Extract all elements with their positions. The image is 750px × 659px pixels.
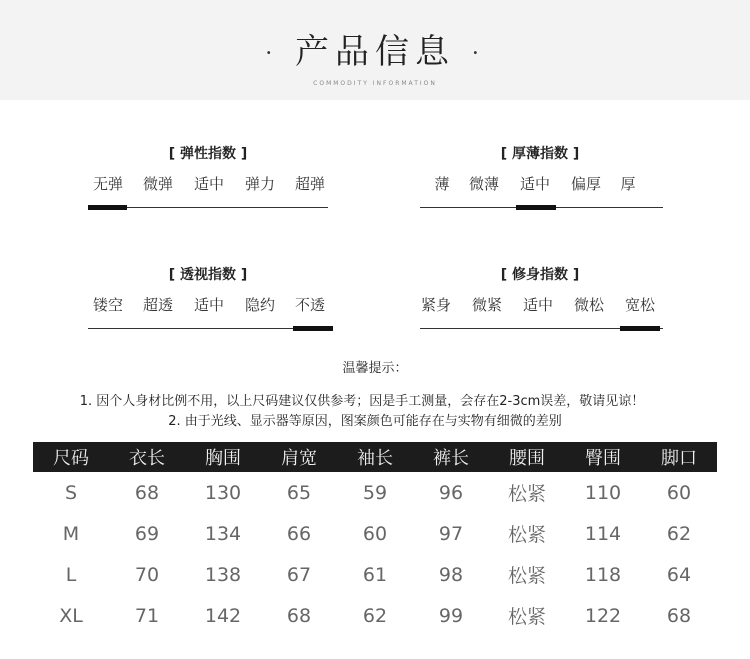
table-cell: 138 xyxy=(204,563,242,586)
index-option: 无弹 xyxy=(92,175,123,193)
table-cell: 110 xyxy=(584,481,622,504)
table-cell: 66 xyxy=(286,522,312,545)
index-option: 超透 xyxy=(142,296,173,314)
page-title xyxy=(0,24,750,73)
index-title: [ 修身指数 ] xyxy=(500,267,580,283)
index-option: 适中 xyxy=(522,296,553,314)
table-cell: 118 xyxy=(584,563,622,586)
index-option: 适中 xyxy=(193,175,224,193)
index-option: 适中 xyxy=(193,296,224,314)
table-row xyxy=(33,554,717,595)
table-cell: 142 xyxy=(204,604,242,627)
column-header: 肩宽 xyxy=(261,442,337,472)
column-header: 臀围 xyxy=(565,442,641,472)
index-options xyxy=(420,294,660,316)
title-dot-left: · xyxy=(265,41,279,67)
index-option: 厚 xyxy=(620,175,636,193)
index-thickness xyxy=(420,143,660,193)
index-option: 适中 xyxy=(519,175,550,193)
index-option: 紧身 xyxy=(420,296,451,314)
index-option: 隐约 xyxy=(244,296,275,314)
index-option: 微松 xyxy=(573,296,604,314)
index-option: 微薄 xyxy=(468,175,499,193)
title-dot-right: · xyxy=(471,41,485,67)
index-option: 偏厚 xyxy=(570,175,601,193)
header-banner xyxy=(0,0,750,100)
table-cell: 130 xyxy=(204,481,242,504)
table-cell: 59 xyxy=(362,481,388,504)
index-selected-marker xyxy=(620,326,660,331)
column-header: 袖长 xyxy=(337,442,413,472)
table-cell: 69 xyxy=(134,522,160,545)
table-cell: 62 xyxy=(362,604,388,627)
table-cell: 99 xyxy=(438,604,464,627)
index-option: 微弹 xyxy=(142,175,173,193)
size-table xyxy=(33,442,717,636)
table-cell: 60 xyxy=(362,522,388,545)
index-title: [ 弹性指数 ] xyxy=(168,146,248,162)
title-text: 产品信息 xyxy=(295,32,455,72)
table-cell: 97 xyxy=(438,522,464,545)
index-option: 宽松 xyxy=(624,296,655,314)
table-cell: S xyxy=(64,481,78,504)
index-option: 超弹 xyxy=(294,175,325,193)
index-option: 微紧 xyxy=(471,296,502,314)
page-subtitle: COMMODITY INFORMATION xyxy=(313,80,437,87)
table-cell: L xyxy=(65,563,77,586)
column-header: 胸围 xyxy=(185,442,261,472)
table-cell: 68 xyxy=(134,481,160,504)
index-option: 镂空 xyxy=(92,296,123,314)
index-options xyxy=(88,294,328,316)
index-transparency xyxy=(88,264,328,314)
tips-title: 温馨提示： xyxy=(342,361,408,376)
index-title: [ 厚薄指数 ] xyxy=(500,146,580,162)
table-header-row xyxy=(33,442,717,472)
table-cell: 70 xyxy=(134,563,160,586)
table-cell: M xyxy=(62,522,80,545)
table-row xyxy=(33,472,717,513)
index-option: 不透 xyxy=(294,296,325,314)
column-header: 尺码 xyxy=(33,442,109,472)
table-cell: 松紧 xyxy=(507,483,546,505)
index-selected-marker xyxy=(88,205,127,210)
table-cell: 松紧 xyxy=(507,565,546,587)
table-cell: 98 xyxy=(438,563,464,586)
table-cell: 71 xyxy=(134,604,160,627)
index-selected-marker xyxy=(293,326,333,331)
column-header: 裤长 xyxy=(413,442,489,472)
table-cell: 松紧 xyxy=(507,524,546,546)
table-cell: 65 xyxy=(286,481,312,504)
column-header: 衣长 xyxy=(109,442,185,472)
table-cell: 96 xyxy=(438,481,464,504)
index-option: 弹力 xyxy=(244,175,275,193)
table-cell: 114 xyxy=(584,522,622,545)
table-cell: 松紧 xyxy=(507,606,546,628)
tip-line-1: 1. 因个人身材比例不用，以上尺码建议仅供参考；因是手工测量，会存在2-3cm误差，敬请见谅！ xyxy=(79,394,645,409)
index-title: [ 透视指数 ] xyxy=(168,267,248,283)
table-cell: 62 xyxy=(666,522,692,545)
index-selected-marker xyxy=(516,205,556,210)
column-header: 脚口 xyxy=(641,442,717,472)
table-cell: 68 xyxy=(286,604,312,627)
table-row xyxy=(33,595,717,636)
index-options xyxy=(88,173,328,195)
column-header: 腰围 xyxy=(489,442,565,472)
table-cell: 68 xyxy=(666,604,692,627)
table-cell: 61 xyxy=(362,563,388,586)
table-cell: XL xyxy=(59,604,83,627)
table-row xyxy=(33,513,717,554)
table-cell: 134 xyxy=(204,522,242,545)
index-options xyxy=(420,173,660,195)
tip-line-2: 2. 由于光线、显示器等原因，图案颜色可能存在与实物有细微的差别 xyxy=(168,414,562,429)
table-cell: 60 xyxy=(666,481,692,504)
index-fit xyxy=(420,264,660,314)
table-cell: 64 xyxy=(666,563,692,586)
index-option: 薄 xyxy=(434,175,450,193)
index-elasticity xyxy=(88,143,328,193)
table-cell: 67 xyxy=(286,563,312,586)
table-cell: 122 xyxy=(584,604,622,627)
